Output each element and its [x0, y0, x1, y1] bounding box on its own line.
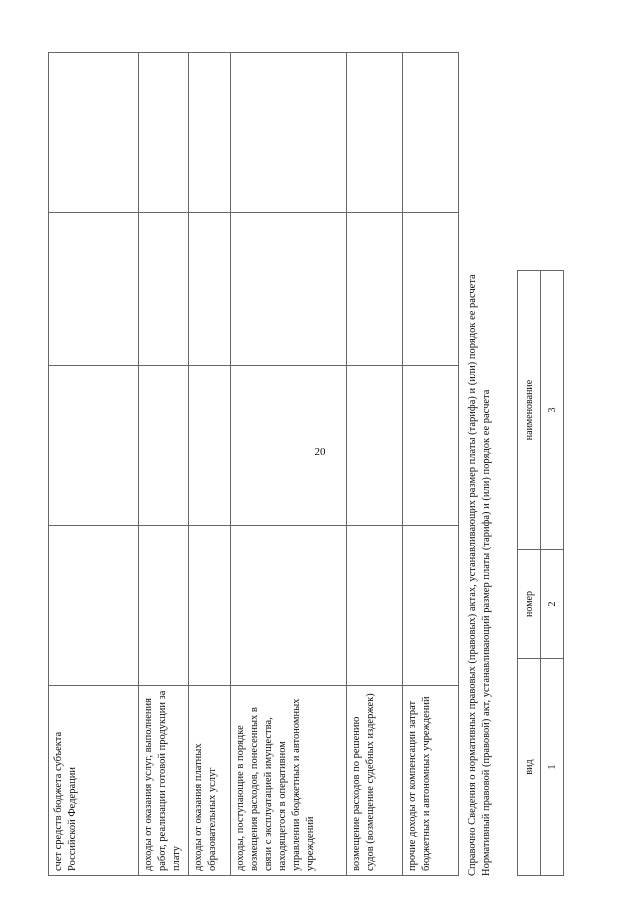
row-label: прочие доходы от компенсации затрат бюджетных и автономных учреждений — [402, 685, 458, 875]
table-cell — [402, 365, 458, 525]
table-cell — [188, 53, 230, 213]
rotated-content — [48, 44, 593, 876]
table-cell — [230, 365, 346, 525]
header-number: номер — [518, 550, 541, 659]
income-table — [48, 52, 459, 876]
table-row — [49, 53, 139, 876]
table-row — [541, 271, 564, 876]
header-name: наименование — [518, 271, 541, 550]
table-cell — [402, 53, 458, 213]
row-label: счет средств бюджета субъекта Российской Федерации — [49, 685, 139, 875]
table-header-row — [518, 271, 541, 876]
table-cell — [139, 53, 189, 213]
reference-text — [466, 44, 494, 876]
reference-heading: Справочно Сведения о нормативных правовых (правовых) актах, устанавливающих размер платы (тарифа) и (или) порядок ее расчета — [467, 274, 478, 876]
column-number: 3 — [541, 271, 564, 550]
table-cell — [402, 525, 458, 685]
table-cell — [49, 525, 139, 685]
table-cell — [139, 365, 189, 525]
row-label: возмещение расходов по решению судов (возмещение судебных издержек) — [346, 685, 402, 875]
table-cell — [188, 213, 230, 366]
column-number: 2 — [541, 550, 564, 659]
table-cell — [188, 365, 230, 525]
reference-subheading: Нормативный правовой (правовой) акт, устанавливающий размер платы (тарифа) и (или) порядок ее расчета — [481, 389, 492, 876]
table-cell — [230, 53, 346, 213]
table-row — [402, 53, 458, 876]
table-row — [230, 53, 346, 876]
row-label: доходы, поступающие в порядке возмещения расходов, понесенных в связи с эксплуатацией имущества, находящегося в оперативном управлении бюджетных и автономных учреждений — [230, 685, 346, 875]
table-row — [139, 53, 189, 876]
row-label: доходы от оказания услуг, выполнения работ, реализации готовой продукции за плату — [139, 685, 189, 875]
column-number: 1 — [541, 659, 564, 876]
table-cell — [346, 365, 402, 525]
page-number: 20 — [314, 446, 326, 458]
table-cell — [188, 525, 230, 685]
table-cell — [346, 213, 402, 366]
table-row — [346, 53, 402, 876]
table-cell — [346, 53, 402, 213]
table-cell — [230, 525, 346, 685]
table-cell — [139, 213, 189, 366]
table-cell — [49, 213, 139, 366]
table-cell — [49, 53, 139, 213]
table-cell — [49, 365, 139, 525]
table-cell — [139, 525, 189, 685]
header-kind: вид — [518, 659, 541, 876]
reference-table — [517, 270, 564, 876]
table-row — [188, 53, 230, 876]
row-label: доходы от оказания платных образовательных услуг — [188, 685, 230, 875]
table-cell — [346, 525, 402, 685]
table-cell — [402, 213, 458, 366]
table-cell — [230, 213, 346, 366]
